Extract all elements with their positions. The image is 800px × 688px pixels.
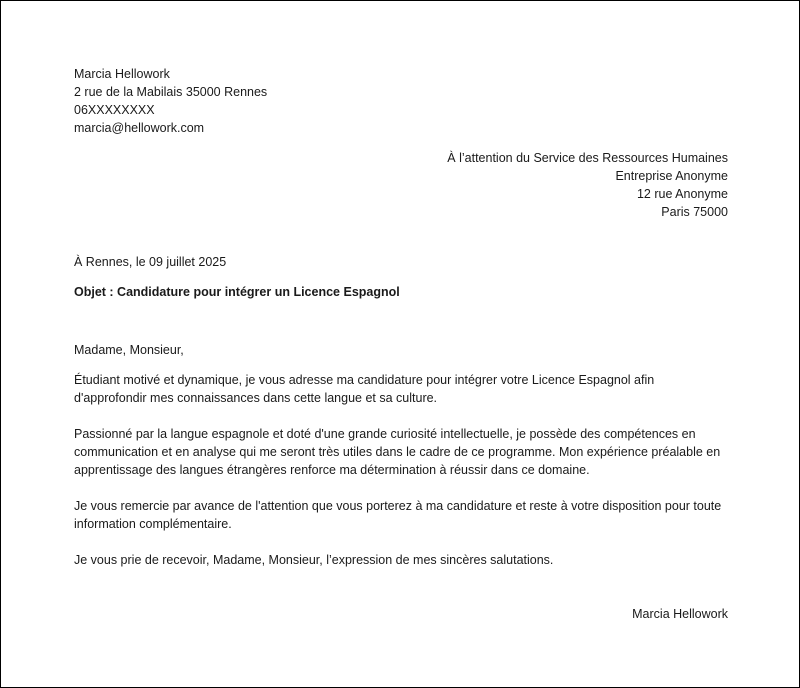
- letter-date: À Rennes, le 09 juillet 2025: [74, 255, 227, 269]
- recipient-block: [74, 149, 728, 221]
- letter-subject: Objet : Candidature pour intégrer un Licence Espagnol: [74, 285, 400, 299]
- body-paragraph-closing: Je vous prie de recevoir, Madame, Monsieur, l’expression de mes sincères salutations.: [74, 553, 554, 567]
- body-paragraph-intro: Étudiant motivé et dynamique, je vous adresse ma candidature pour intégrer votre Licence Espagnol afin d'approfondir mes connaissances dans cette langue et sa culture.: [74, 373, 655, 405]
- recipient-city: Paris 75000: [661, 205, 728, 219]
- signature: Marcia Hellowork: [632, 607, 728, 621]
- body-paragraph-skills: Passionné par la langue espagnole et doté d'une grande curiosité intellectuelle, je possède des compétences en communication et en analyse qui me seront très utiles dans le cadre de ce programme. Mon expérience préalable en apprentissage des langues étrangères renforce ma détermination à réussir dans ce domaine.: [74, 427, 721, 477]
- recipient-street: 12 rue Anonyme: [636, 187, 728, 201]
- recipient-company: Entreprise Anonyme: [615, 169, 728, 183]
- letter-greeting: Madame, Monsieur,: [74, 343, 184, 357]
- letter-content: [74, 65, 728, 623]
- recipient-attention: À l’attention du Service des Ressources Humaines: [447, 151, 728, 165]
- sender-block: [74, 65, 728, 137]
- sender-address: 2 rue de la Mabilais 35000 Rennes: [74, 85, 268, 99]
- sender-phone: 06XXXXXXXX: [74, 103, 155, 117]
- body-paragraph-thanks: Je vous remercie par avance de l'attention que vous porterez à ma candidature et reste à votre disposition pour toute information complémentaire.: [74, 499, 722, 531]
- sender-email: marcia@hellowork.com: [74, 121, 205, 135]
- sender-name: Marcia Hellowork: [74, 67, 170, 81]
